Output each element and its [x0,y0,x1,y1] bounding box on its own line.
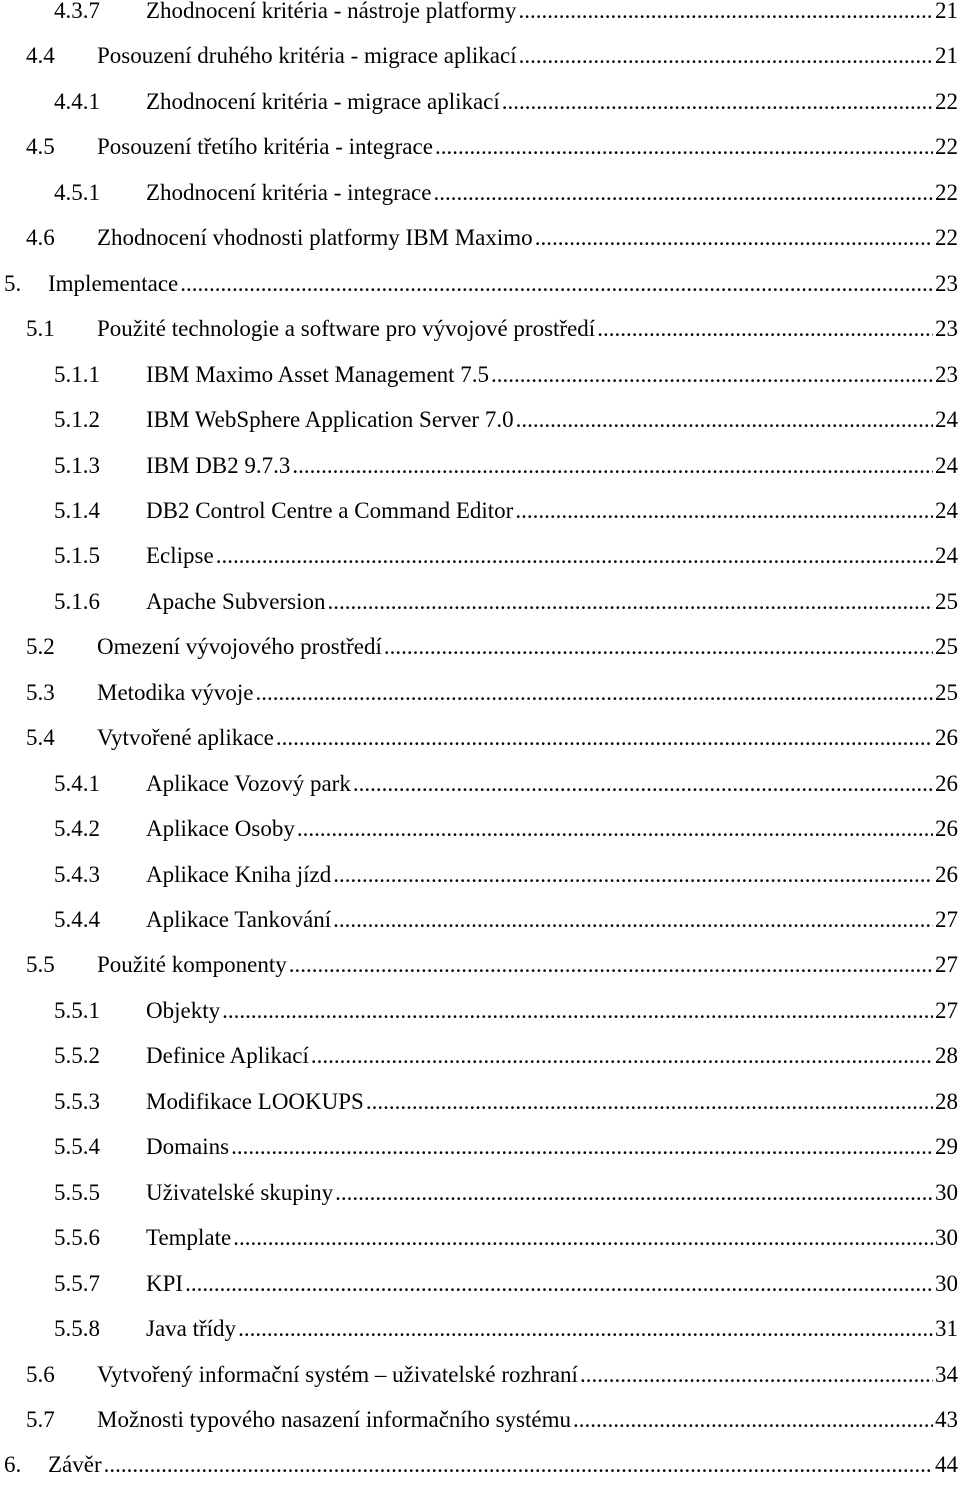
toc-entry-number: 5.5.7 [54,1270,100,1296]
toc-entry-title: Posouzení druhého kritéria - migrace aplikací [97,43,517,69]
toc-entry-number: 5.4.2 [54,816,100,842]
toc-entry-page-number: 23 [935,270,958,296]
toc-entry-title: Aplikace Osoby [146,816,295,842]
toc-entry-page-number: 23 [935,361,958,387]
toc-entry-number: 5.5.8 [54,1316,100,1342]
toc-entry[interactable] [0,173,960,213]
toc-entry[interactable] [0,1127,960,1167]
toc-entry-title: Omezení vývojového prostředí [97,634,382,660]
toc-entry[interactable] [0,809,960,849]
toc-dot-leader [231,1127,933,1167]
toc-entry-title: Template [146,1225,232,1251]
toc-entry-title: IBM DB2 9.7.3 [146,452,291,478]
toc-entry-number: 5.5.5 [54,1179,100,1205]
toc-dot-leader [435,127,933,167]
toc-entry-page-number: 28 [935,1088,958,1114]
toc-entry-title: Vytvořené aplikace [97,725,274,751]
toc-entry-page-number: 31 [935,1316,958,1342]
toc-entry-number: 4.5.1 [54,179,100,205]
toc-dot-leader [491,355,933,395]
toc-dot-leader [289,945,933,985]
toc-entry-number: 5.4.3 [54,861,100,887]
toc-entry-title: Vytvořený informační systém – uživatelské rozhraní [97,1361,578,1387]
toc-entry[interactable] [0,673,960,713]
toc-dot-leader [180,264,933,304]
toc-entry-title: Domains [146,1134,230,1160]
toc-entry-page-number: 24 [935,407,958,433]
toc-entry-number: 5.4.1 [54,770,100,796]
toc-entry-page-number: 22 [935,225,958,251]
toc-entry-page-number: 28 [935,1043,958,1069]
toc-entry[interactable] [0,36,960,76]
toc-dot-leader [238,1309,933,1349]
toc-dot-leader [292,446,933,486]
toc-entry-title: Metodika vývoje [97,679,254,705]
toc-entry[interactable] [0,264,960,304]
toc-entry-title: Zhodnocení kritéria - migrace aplikací [146,88,500,114]
toc-entry-title: IBM Maximo Asset Management 7.5 [146,361,490,387]
toc-entry-title: Použité komponenty [97,952,287,978]
toc-entry[interactable] [0,1173,960,1213]
toc-entry-title: Objekty [146,997,221,1023]
toc-dot-leader [502,82,933,122]
toc-dot-leader [276,718,933,758]
toc-entry[interactable] [0,627,960,667]
toc-entry-number: 5. [4,270,22,296]
toc-entry-page-number: 27 [935,997,958,1023]
toc-dot-leader [515,491,933,531]
toc-entry-page-number: 26 [935,770,958,796]
toc-dot-leader [518,0,933,31]
toc-dot-leader [384,627,933,667]
toc-entry-page-number: 30 [935,1270,958,1296]
toc-entry-title: Použité technologie a software pro vývojové prostředí [97,316,596,342]
toc-entry[interactable] [0,127,960,167]
toc-dot-leader [104,1445,933,1485]
toc-dot-leader [519,36,933,76]
toc-entry-title: Apache Subversion [146,588,326,614]
toc-entry-page-number: 26 [935,816,958,842]
toc-entry-page-number: 26 [935,861,958,887]
toc-entry-page-number: 43 [935,1406,958,1432]
toc-entry-number: 5.1.4 [54,497,100,523]
toc-entry-title: Aplikace Kniha jízd [146,861,332,887]
toc-dot-leader [222,991,933,1031]
toc-entry[interactable] [0,945,960,985]
toc-dot-leader [433,173,933,213]
toc-entry-number: 5.5.2 [54,1043,100,1069]
toc-entry-title: Aplikace Vozový park [146,770,351,796]
toc-dot-leader [216,536,933,576]
toc-entry[interactable] [0,0,960,31]
toc-entry-title: Zhodnocení kritéria - nástroje platformy [146,0,517,23]
toc-entry-title: DB2 Control Centre a Command Editor [146,497,514,523]
toc-entry-number: 4.4.1 [54,88,100,114]
toc-entry-title: Uživatelské skupiny [146,1179,334,1205]
toc-entry-page-number: 27 [935,907,958,932]
toc-entry-page-number: 21 [935,43,958,69]
toc-entry-number: 5.1.1 [54,361,100,387]
toc-entry-title: Zhodnocení kritéria - integrace [146,179,432,205]
toc-entry-page-number: 21 [935,0,958,23]
toc-entry-title: Závěr [48,1452,102,1478]
toc-entry-page-number: 44 [935,1452,958,1478]
toc-entry-number: 5.5.3 [54,1088,100,1114]
toc-entry-page-number: 25 [935,679,958,705]
toc-entry[interactable] [0,400,960,440]
toc-entry[interactable] [0,491,960,531]
toc-entry-page-number: 26 [935,725,958,751]
toc-entry-page-number: 23 [935,316,958,342]
toc-entry-page-number: 34 [935,1361,958,1387]
toc-entry-number: 4.4 [26,43,55,69]
toc-entry[interactable] [0,1309,960,1349]
toc-entry-page-number: 25 [935,634,958,660]
toc-entry-number: 5.1 [26,316,55,342]
toc-entry[interactable] [0,764,960,804]
toc-entry[interactable] [0,536,960,576]
toc-entry-number: 5.1.3 [54,452,100,478]
toc-entry-page-number: 22 [935,134,958,160]
toc-entry-title: KPI [146,1270,184,1296]
toc-entry[interactable] [0,355,960,395]
toc-entry[interactable] [0,1355,960,1395]
toc-dot-leader [366,1082,933,1122]
toc-entry[interactable] [0,1445,960,1485]
toc-entry-page-number: 22 [935,88,958,114]
toc-entry-number: 5.5 [26,952,55,978]
toc-entry[interactable] [0,82,960,122]
toc-entry-number: 5.2 [26,634,55,660]
toc-dot-leader [185,1264,933,1304]
toc-entry[interactable] [0,855,960,895]
toc-entry-page-number: 24 [935,543,958,569]
toc-entry[interactable] [0,446,960,486]
toc-entry-title: Modifikace LOOKUPS [146,1088,364,1114]
toc-dot-leader [335,1173,933,1213]
toc-dot-leader [353,764,933,804]
toc-entry-page-number: 30 [935,1179,958,1205]
toc-dot-leader [580,1355,933,1395]
toc-dot-leader [311,1036,933,1076]
toc-dot-leader [256,673,934,713]
toc-entry-page-number: 30 [935,1225,958,1251]
toc-entry-page-number: 22 [935,179,958,205]
toc-entry-number: 5.5.6 [54,1225,100,1251]
toc-entry-number: 5.6 [26,1361,55,1387]
toc-dot-leader [233,1218,933,1258]
toc-entry[interactable] [0,1036,960,1076]
toc-entry-title: Implementace [48,270,179,296]
toc-entry-title: Java třídy [146,1316,237,1342]
toc-entry-page-number: 29 [935,1134,958,1160]
toc-entry-number: 5.5.4 [54,1134,100,1160]
toc-entry-number: 4.3.7 [54,0,100,23]
toc-entry-title: Zhodnocení vhodnosti platformy IBM Maximo [97,225,533,251]
toc-entry-page-number: 24 [935,452,958,478]
toc-entry[interactable] [0,1218,960,1258]
toc-entry[interactable] [0,900,960,940]
toc-entry[interactable] [0,582,960,622]
toc-dot-leader [573,1400,933,1440]
toc-entry[interactable] [0,1264,960,1304]
toc-entry-title: Možnosti typového nasazení informačního systému [97,1406,571,1432]
toc-entry[interactable] [0,1400,960,1440]
toc-entry[interactable] [0,1082,960,1122]
toc-entry-page-number: 27 [935,952,958,978]
toc-entry-title: Posouzení třetího kritéria - integrace [97,134,433,160]
toc-entry-title: Definice Aplikací [146,1043,309,1069]
toc-entry-number: 5.1.5 [54,543,100,569]
toc-entry[interactable] [0,309,960,349]
toc-entry-number: 5.7 [26,1406,55,1432]
toc-entry[interactable] [0,991,960,1031]
toc-entry[interactable] [0,218,960,258]
toc-entry-number: 5.4.4 [54,907,100,932]
toc-entry-number: 5.3 [26,679,55,705]
toc-entry[interactable] [0,718,960,758]
toc-dot-leader [297,809,933,849]
toc-entry-number: 5.1.6 [54,588,100,614]
toc-entry-title: Eclipse [146,543,214,569]
toc-entry-page-number: 24 [935,497,958,523]
toc-dot-leader [333,855,933,895]
toc-dot-leader [333,900,933,940]
toc-entry-title: Aplikace Tankování [146,907,332,932]
toc-entry-number: 4.5 [26,134,55,160]
toc-dot-leader [328,582,934,622]
toc-dot-leader [597,309,933,349]
toc-dot-leader [535,218,933,258]
toc-entry-number: 4.6 [26,225,55,251]
toc-entry-page-number: 25 [935,588,958,614]
toc-entry-title: IBM WebSphere Application Server 7.0 [146,407,514,433]
toc-entry-number: 5.4 [26,725,55,751]
toc-entry-number: 6. [4,1452,22,1478]
toc-entry-number: 5.1.2 [54,407,100,433]
toc-entry-number: 5.5.1 [54,997,100,1023]
toc-dot-leader [516,400,933,440]
